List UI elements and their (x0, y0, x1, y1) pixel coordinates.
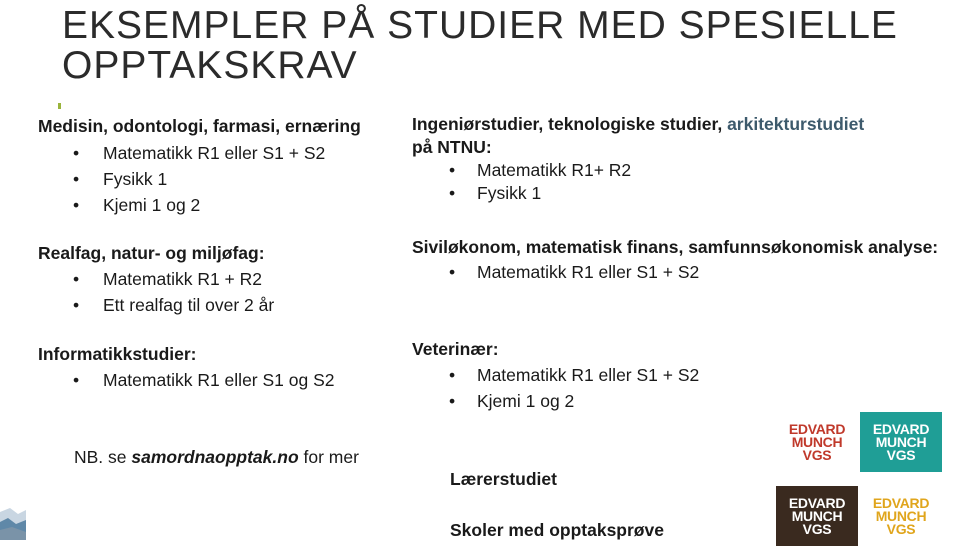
ingenior-block (412, 113, 952, 205)
list-item: • Kjemi 1 og 2 (412, 388, 772, 414)
samordnaopptak-link[interactable]: samordnaopptak.no (131, 447, 299, 467)
list-item: • Fysikk 1 (38, 166, 418, 192)
list-item: • Kjemi 1 og 2 (38, 192, 418, 218)
veterinar-block (412, 336, 772, 414)
edvard-munch-logo-red: EDVARD MUNCH VGS (776, 412, 858, 472)
realfag-heading: Realfag, natur- og miljøfag: (38, 243, 265, 263)
list-item: • Matematikk R1 eller S1 og S2 (38, 367, 398, 393)
medisin-list (38, 140, 418, 218)
ingenior-heading-accent: arkitekturstudiet (727, 114, 865, 134)
realfag-list (38, 266, 398, 318)
edvard-munch-logo-gold: EDVARD MUNCH VGS (860, 486, 942, 546)
ingenior-heading (412, 113, 952, 159)
realfag-block (38, 240, 398, 318)
ingenior-heading-text: Ingeniørstudier, teknologiske studier, (412, 114, 728, 134)
informatikk-block (38, 341, 398, 393)
nb-prefix: NB. se (74, 447, 132, 467)
medisin-block (38, 113, 418, 218)
list-item: • Fysikk 1 (412, 182, 952, 205)
edvard-munch-logo-teal: EDVARD MUNCH VGS (860, 412, 942, 472)
sivilokonom-list (412, 261, 942, 283)
list-item: • Ett realfag til over 2 år (38, 292, 398, 318)
list-item: • Matematikk R1 eller S1 + S2 (38, 140, 418, 166)
sivilokonom-block (412, 236, 942, 283)
informatikk-heading: Informatikkstudier: (38, 344, 197, 364)
sivilokonom-heading: Siviløkonom, matematisk finans, samfunnsøkonomisk analyse: (412, 237, 939, 257)
veterinar-list (412, 362, 772, 414)
edvard-munch-logo-dark: EDVARD MUNCH VGS (776, 486, 858, 546)
decorative-corner-image (0, 500, 26, 540)
slide-title: EKSEMPLER PÅ STUDIER MED SPESIELLE OPPTAKSKRAV (62, 4, 898, 87)
informatikk-list (38, 367, 398, 393)
list-item: • Matematikk R1 + R2 (38, 266, 398, 292)
list-item: • Matematikk R1+ R2 (412, 159, 952, 182)
nb-note (74, 447, 359, 468)
ingenior-heading-tail: på NTNU: (412, 137, 492, 157)
medisin-heading: Medisin, odontologi, farmasi, ernæring (38, 116, 361, 136)
nb-suffix: for mer (298, 447, 359, 467)
list-item: • Matematikk R1 eller S1 + S2 (412, 362, 772, 388)
ingenior-list (412, 159, 952, 205)
veterinar-heading: Veterinær: (412, 339, 499, 359)
skoler-heading: Skoler med opptaksprøve (450, 520, 664, 540)
laererstudiet-heading: Lærerstudiet (450, 469, 557, 489)
bullet-marker (58, 103, 61, 109)
list-item: • Matematikk R1 eller S1 + S2 (412, 261, 942, 283)
